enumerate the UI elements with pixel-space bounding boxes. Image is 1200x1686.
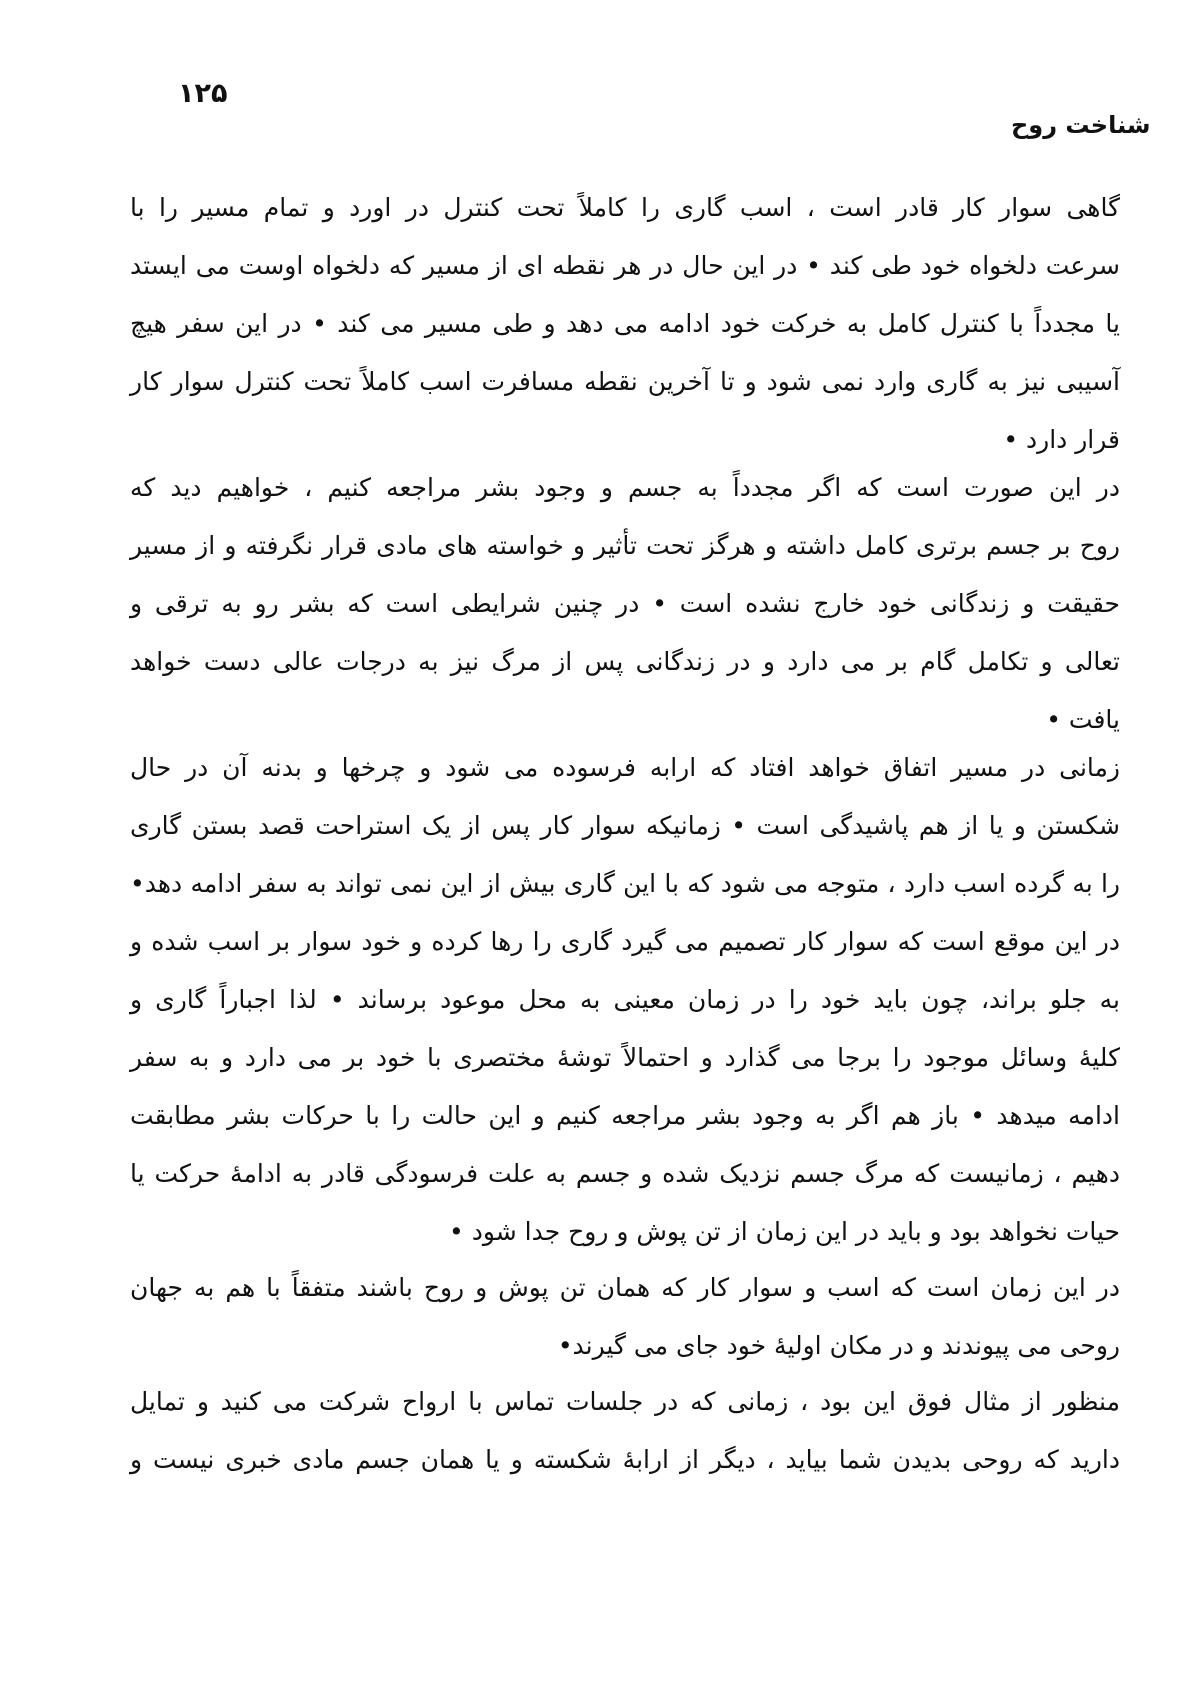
text-line: در این صورت است که اگر مجدداً به جسم و وجود بشر مراجعه کنیم ، خواهیم دید که — [130, 473, 1120, 502]
text-line: تعالی و تکامل گام بر می دارد و در زندگانی پس از مرگ نیز به درجات عالی دست خواهد — [130, 647, 1120, 676]
text-line: در این زمان است که اسب و سوار کار که همان تن پوش و روح باشند متفقاً با هم به جهان — [130, 1273, 1120, 1302]
text-line: حیات نخواهد بود و باید در این زمان از تن پوش و روح جدا شود • — [449, 1217, 1120, 1246]
text-line: روحی می پیوندند و در مکان اولیهٔ خود جای می گیرند• — [557, 1331, 1120, 1360]
text-line: ادامه میدهد • باز هم اگر به وجود بشر مراجعه کنیم و این حالت را با حرکات بشر مطابقت — [130, 1101, 1120, 1130]
text-line: قرار دارد • — [1003, 425, 1120, 454]
running-title: شناخت روح — [1011, 111, 1151, 139]
text-line: دارید که روحی بدیدن شما بیاید ، دیگر از ارابهٔ شکسته و یا همان جسم مادی خبری نیست و — [130, 1445, 1120, 1474]
text-line: گاهی سوار کار قادر است ، اسب گاری را کاملاً تحت کنترل در اورد و تمام مسیر را با — [130, 193, 1120, 222]
text-line: حقیقت و زندگانی خود خارج نشده است • در چنین شرایطی است که بشر رو به ترقی و — [130, 589, 1120, 618]
text-line: منظور از مثال فوق این بود ، زمانی که در جلسات تماس با ارواح شرکت می کنید و تمایل — [130, 1387, 1120, 1416]
text-line: یا مجدداً با کنترل کامل به خرکت خود ادامه می دهد و طی مسیر می کند • در این سفر هیچ — [130, 309, 1120, 338]
text-line: آسیبی نیز به گاری وارد نمی شود و تا آخرین نقطه مسافرت اسب کاملاً تحت کنترل سوار کار — [130, 367, 1120, 396]
text-line: کلیهٔ وسائل موجود را برجا می گذارد و احتمالاً توشهٔ مختصری با خود بر می دارد و به سفر — [130, 1043, 1120, 1072]
text-line: یافت • — [1046, 705, 1120, 734]
text-line: شکستن و یا از هم پاشیدگی است • زمانیکه سوار کار پس از یک استراحت قصد بستن گاری — [130, 811, 1120, 840]
text-line: سرعت دلخواه خود طی کند • در این حال در هر نقطه ای از مسیر که دلخواه اوست می ایستد — [130, 251, 1120, 280]
text-line: روح بر جسم برتری کامل داشته و هرگز تحت تأثیر و خواسته های مادی قرار نگرفته و از مسیر — [130, 531, 1120, 560]
text-line: زمانی در مسیر اتفاق خواهد افتاد که ارابه فرسوده می شود و چرخها و بدنه آن در حال — [130, 753, 1120, 782]
text-line: دهیم ، زمانیست که مرگ جسم نزدیک شده و جسم به علت فرسودگی قادر به ادامهٔ حرکت یا — [130, 1159, 1120, 1188]
text-line: در این موقع است که سوار کار تصمیم می گیرد گاری را رها کرده و خود سوار بر اسب شده و — [130, 927, 1120, 956]
text-line: را به گرده اسب دارد ، متوجه می شود که با این گاری بیش از این نمی تواند به سفر ادامه دهد• — [130, 869, 1120, 898]
text-line: به جلو براند، چون باید خود را در زمان معینی به محل موعود برساند • لذا اجباراً گاری و — [130, 985, 1120, 1014]
page-number: ۱۲۵ — [178, 78, 228, 109]
